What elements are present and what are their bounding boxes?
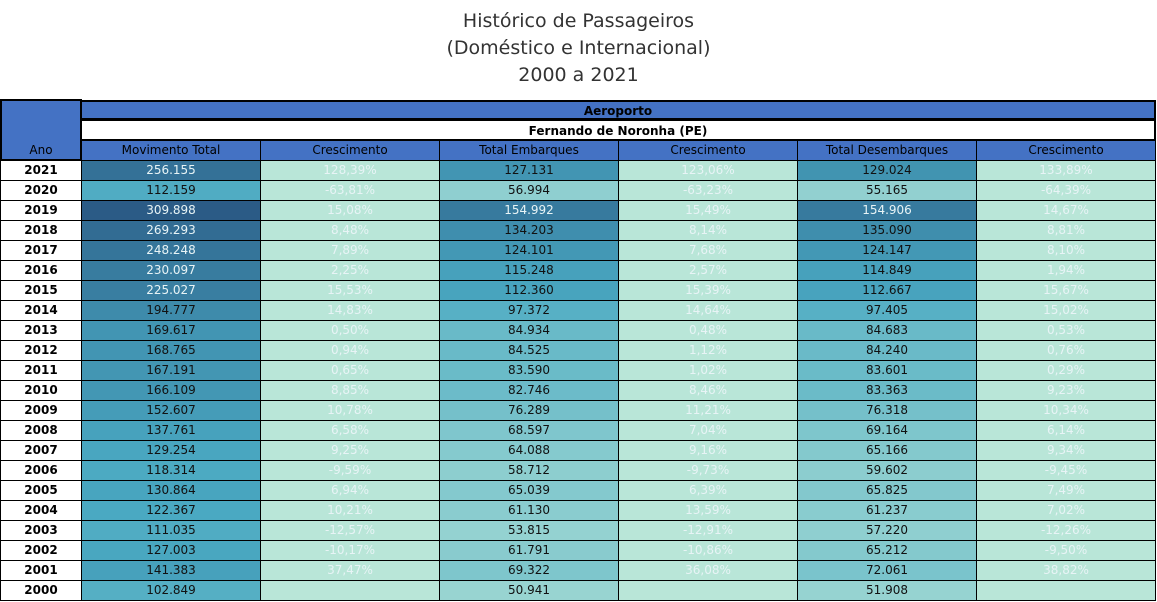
table-cell-ano: 2011 — [0, 360, 82, 381]
table-cell-mov_c: 6,58% — [260, 420, 440, 441]
table-cell-emb: 64.088 — [439, 440, 619, 461]
table-cell-des: 65.825 — [797, 480, 977, 501]
table-cell-mov_c: -12,57% — [260, 520, 440, 541]
table-cell-des: 84.683 — [797, 320, 977, 341]
table-cell-emb: 53.815 — [439, 520, 619, 541]
table-cell-des_c: 8,10% — [976, 240, 1156, 261]
table-cell-emb: 58.712 — [439, 460, 619, 481]
table-cell-mov_c: 0,50% — [260, 320, 440, 341]
table-cell-des_c: 14,67% — [976, 200, 1156, 221]
table-cell-emb_c: 123,06% — [618, 160, 798, 181]
table-cell-ano: 2016 — [0, 260, 82, 281]
table-cell-ano: 2005 — [0, 480, 82, 501]
table-cell-ano: 2009 — [0, 400, 82, 421]
column-header-ano: Ano — [29, 143, 53, 157]
table-cell-mov: 248.248 — [81, 240, 261, 261]
table-cell-mov_c: 0,94% — [260, 340, 440, 361]
table-cell-ano: 2000 — [0, 580, 82, 601]
table-cell-des_c: 15,02% — [976, 300, 1156, 321]
table-cell-emb_c: 7,68% — [618, 240, 798, 261]
table-cell-emb: 127.131 — [439, 160, 619, 181]
table-cell-emb_c: 11,21% — [618, 400, 798, 421]
column-header-4: Crescimento — [618, 140, 798, 161]
table-cell-mov_c: 10,21% — [260, 500, 440, 521]
table-cell-ano: 2010 — [0, 380, 82, 401]
table-cell-des_c: 133,89% — [976, 160, 1156, 181]
table-cell-emb: 82.746 — [439, 380, 619, 401]
table-cell-mov_c: 0,65% — [260, 360, 440, 381]
table-cell-mov_c: -10,17% — [260, 540, 440, 561]
table-cell-des_c: 10,34% — [976, 400, 1156, 421]
table-cell-ano: 2001 — [0, 560, 82, 581]
table-cell-mov: 118.314 — [81, 460, 261, 481]
table-cell-mov: 127.003 — [81, 540, 261, 561]
table-cell-des: 51.908 — [797, 580, 977, 601]
table-cell-emb_c — [618, 580, 798, 601]
table-cell-mov_c: 6,94% — [260, 480, 440, 501]
table-cell-des_c: 6,14% — [976, 420, 1156, 441]
table-cell-mov: 152.607 — [81, 400, 261, 421]
table-cell-mov_c: 8,85% — [260, 380, 440, 401]
table-cell-des: 72.061 — [797, 560, 977, 581]
chart-title-line-3: 2000 a 2021 — [518, 64, 639, 86]
table-cell-mov: 230.097 — [81, 260, 261, 281]
table-cell-mov: 129.254 — [81, 440, 261, 461]
table-cell-mov: 111.035 — [81, 520, 261, 541]
table-cell-mov: 167.191 — [81, 360, 261, 381]
table-bottom-border — [0, 600, 1156, 601]
table-cell-des: 61.237 — [797, 500, 977, 521]
table-cell-emb_c: 6,39% — [618, 480, 798, 501]
table-cell-ano: 2019 — [0, 200, 82, 221]
table-cell-ano: 2015 — [0, 280, 82, 301]
table-cell-ano: 2006 — [0, 460, 82, 481]
table-cell-emb_c: 8,14% — [618, 220, 798, 241]
table-cell-des: 69.164 — [797, 420, 977, 441]
table-cell-des_c: 0,53% — [976, 320, 1156, 341]
table-cell-mov: 112.159 — [81, 180, 261, 201]
table-cell-emb: 83.590 — [439, 360, 619, 381]
table-cell-des: 65.166 — [797, 440, 977, 461]
table-cell-mov_c: 10,78% — [260, 400, 440, 421]
table-cell-mov: 256.155 — [81, 160, 261, 181]
table-cell-emb_c: 1,02% — [618, 360, 798, 381]
table-cell-des_c: -64,39% — [976, 180, 1156, 201]
table-cell-des: 84.240 — [797, 340, 977, 361]
table-cell-mov: 122.367 — [81, 500, 261, 521]
table-cell-des_c: -12,26% — [976, 520, 1156, 541]
table-cell-des_c: 38,82% — [976, 560, 1156, 581]
table-cell-mov_c: 7,89% — [260, 240, 440, 261]
group-header-aeroporto: Aeroporto — [80, 100, 1156, 120]
table-cell-des_c: 8,81% — [976, 220, 1156, 241]
table-cell-emb_c: 14,64% — [618, 300, 798, 321]
table-cell-emb: 124.101 — [439, 240, 619, 261]
table-cell-emb: 115.248 — [439, 260, 619, 281]
table-cell-emb_c: 0,48% — [618, 320, 798, 341]
table-cell-mov_c: 2,25% — [260, 260, 440, 281]
table-cell-emb_c: 15,49% — [618, 200, 798, 221]
table-cell-ano: 2021 — [0, 160, 82, 181]
table-cell-mov: 225.027 — [81, 280, 261, 301]
table-cell-des: 83.363 — [797, 380, 977, 401]
table-cell-ano: 2018 — [0, 220, 82, 241]
table-cell-mov: 169.617 — [81, 320, 261, 341]
table-cell-mov_c: 8,48% — [260, 220, 440, 241]
table-cell-mov_c: 15,08% — [260, 200, 440, 221]
table-cell-emb: 154.992 — [439, 200, 619, 221]
column-header-6: Crescimento — [976, 140, 1156, 161]
table-cell-ano: 2014 — [0, 300, 82, 321]
table-cell-des: 59.602 — [797, 460, 977, 481]
table-cell-des_c: 9,23% — [976, 380, 1156, 401]
table-cell-mov: 102.849 — [81, 580, 261, 601]
column-header-3: Total Embarques — [439, 140, 619, 161]
table-cell-des: 129.024 — [797, 160, 977, 181]
table-cell-des: 135.090 — [797, 220, 977, 241]
table-cell-mov: 137.761 — [81, 420, 261, 441]
table-cell-mov: 309.898 — [81, 200, 261, 221]
table-cell-des: 124.147 — [797, 240, 977, 261]
table-cell-emb: 68.597 — [439, 420, 619, 441]
table-cell-mov_c — [260, 580, 440, 601]
table-cell-des: 76.318 — [797, 400, 977, 421]
table-cell-mov_c: -9,59% — [260, 460, 440, 481]
table-cell-ano: 2004 — [0, 500, 82, 521]
table-cell-des: 83.601 — [797, 360, 977, 381]
table-cell-emb: 84.934 — [439, 320, 619, 341]
table-cell-emb_c: -63,23% — [618, 180, 798, 201]
table-cell-emb: 69.322 — [439, 560, 619, 581]
table-cell-mov_c: 128,39% — [260, 160, 440, 181]
table-cell-mov_c: 37,47% — [260, 560, 440, 581]
table-cell-ano: 2017 — [0, 240, 82, 261]
table-cell-mov: 141.383 — [81, 560, 261, 581]
table-cell-mov_c: 14,83% — [260, 300, 440, 321]
table-cell-emb_c: 2,57% — [618, 260, 798, 281]
table-cell-ano: 2020 — [0, 180, 82, 201]
table-cell-emb: 134.203 — [439, 220, 619, 241]
table-cell-emb_c: 9,16% — [618, 440, 798, 461]
table-cell-ano: 2003 — [0, 520, 82, 541]
table-cell-emb_c: 15,39% — [618, 280, 798, 301]
table-cell-des: 97.405 — [797, 300, 977, 321]
table-cell-des: 112.667 — [797, 280, 977, 301]
table-cell-mov: 166.109 — [81, 380, 261, 401]
table-cell-mov: 269.293 — [81, 220, 261, 241]
table-cell-mov_c: 9,25% — [260, 440, 440, 461]
table-cell-ano: 2002 — [0, 540, 82, 561]
table-cell-emb_c: 13,59% — [618, 500, 798, 521]
table-cell-emb_c: 1,12% — [618, 340, 798, 361]
table-cell-emb: 65.039 — [439, 480, 619, 501]
table-cell-emb: 76.289 — [439, 400, 619, 421]
airport-name-header: Fernando de Noronha (PE) — [80, 119, 1156, 141]
table-cell-mov_c: -63,81% — [260, 180, 440, 201]
table-cell-emb_c: 36,08% — [618, 560, 798, 581]
table-cell-ano: 2013 — [0, 320, 82, 341]
table-cell-emb: 97.372 — [439, 300, 619, 321]
column-header-5: Total Desembarques — [797, 140, 977, 161]
table-cell-des_c: 7,02% — [976, 500, 1156, 521]
table-cell-emb_c: -12,91% — [618, 520, 798, 541]
table-cell-des_c: 1,94% — [976, 260, 1156, 281]
table-cell-emb_c: -10,86% — [618, 540, 798, 561]
column-header-1: Movimento Total — [81, 140, 261, 161]
table-cell-mov: 130.864 — [81, 480, 261, 501]
chart-title-line-2: (Doméstico e Internacional) — [446, 37, 711, 59]
table-cell-des_c: -9,45% — [976, 460, 1156, 481]
table-cell-ano: 2008 — [0, 420, 82, 441]
table-cell-des: 55.165 — [797, 180, 977, 201]
table-cell-des_c — [976, 580, 1156, 601]
table-cell-des_c: 9,34% — [976, 440, 1156, 461]
chart-title-line-1: Histórico de Passageiros — [462, 10, 695, 32]
table-cell-emb: 50.941 — [439, 580, 619, 601]
table-cell-des_c: -9,50% — [976, 540, 1156, 561]
table-cell-des: 154.906 — [797, 200, 977, 221]
table-cell-ano: 2007 — [0, 440, 82, 461]
table-cell-des: 114.849 — [797, 260, 977, 281]
table-cell-ano: 2012 — [0, 340, 82, 361]
table-cell-emb: 84.525 — [439, 340, 619, 361]
table-cell-mov: 194.777 — [81, 300, 261, 321]
table-cell-des_c: 15,67% — [976, 280, 1156, 301]
table-cell-mov: 168.765 — [81, 340, 261, 361]
table-cell-emb: 61.791 — [439, 540, 619, 561]
table-cell-emb_c: 7,04% — [618, 420, 798, 441]
table-cell-des: 65.212 — [797, 540, 977, 561]
table-cell-des_c: 0,29% — [976, 360, 1156, 381]
table-cell-emb: 112.360 — [439, 280, 619, 301]
table-cell-mov_c: 15,53% — [260, 280, 440, 301]
table-cell-des_c: 7,49% — [976, 480, 1156, 501]
table-cell-emb_c: -9,73% — [618, 460, 798, 481]
table-cell-emb: 61.130 — [439, 500, 619, 521]
column-header-2: Crescimento — [260, 140, 440, 161]
table-cell-emb: 56.994 — [439, 180, 619, 201]
table-cell-des_c: 0,76% — [976, 340, 1156, 361]
table-cell-des: 57.220 — [797, 520, 977, 541]
table-cell-emb_c: 8,46% — [618, 380, 798, 401]
